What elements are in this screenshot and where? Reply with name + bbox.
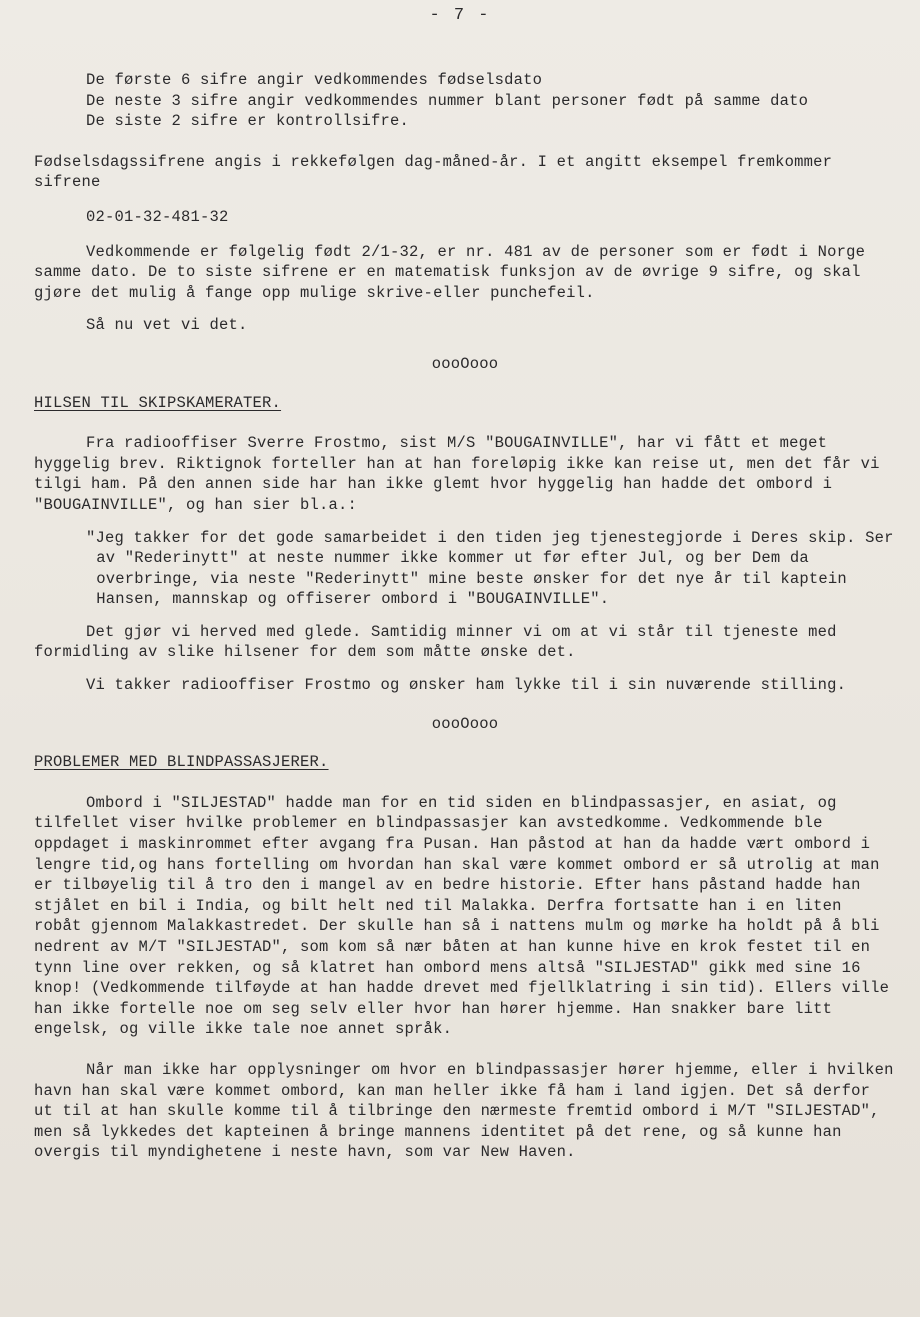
greetings-quote: "Jeg takker for det gode samarbeidet i den tiden jeg tjenestegjorde i Deres skip. Ser av "Rederinytt" at neste nummer ikke kommer ut før efter Jul, og ber Dem da overbringe, via neste "Rederinytt" mine beste ønsker for det nye år til kaptein Hansen, mannskap og offiserer ombord i "BOUGAINVILLE". bbox=[86, 528, 894, 609]
explanation-paragraph: Vedkommende er følgelig født 2/1-32, er nr. 481 av de personer som er født i Norge samme dato. De to siste sifrene er en matematisk funksjon av de øvrige 9 sifre, og skal gjøre det mulig å fange opp mulige skrive-eller punchefeil. bbox=[34, 242, 866, 302]
page-number: - 7 - bbox=[429, 6, 491, 25]
page-content bbox=[34, 70, 896, 1163]
greetings-paragraph-3: Vi takker radiooffiser Frostmo og ønsker ham lykke til i sin nuværende stilling. bbox=[86, 676, 847, 695]
greetings-paragraph-1: Fra radiooffiser Sverre Frostmo, sist M/S "BOUGAINVILLE", har vi fått et meget hyggelig brev. Riktignok forteller han at han foreløpig ikke kan reise ut, men det får vi tilgi ham. På den annen side har han ikke glemt hvor hyggelig han hadde det ombord i "BOUGAINVILLE", og han sier bl.a.: bbox=[34, 434, 880, 514]
intro-line: De neste 3 sifre angir vedkommendes nummer blant personer født på samme dato bbox=[86, 91, 809, 110]
greetings-paragraph-2: Det gjør vi herved med glede. Samtidig minner vi om at vi står til tjeneste med formidling av slike hilsener for dem som måtte ønske det. bbox=[34, 622, 837, 662]
section-separator: oooOooo bbox=[431, 354, 499, 373]
intro-line: De første 6 sifre angir vedkommendes fødselsdato bbox=[86, 71, 543, 89]
stowaways-paragraph-2: Når man ikke har opplysninger om hvor en blindpassasjer hører hjemme, eller i hvilken havn han skal være kommet ombord, kan man heller ikke få ham i land igjen. Det så derfor ut til at han skulle komme til å tilbringe den nærmeste fremtid ombord i M/T "SILJESTAD", men så lykkedes det kapteinen å bringe mannens identitet på det rene, og så kunne han overgis til myndighetene i neste havn, som var New Haven. bbox=[34, 1060, 894, 1162]
id-number-description bbox=[86, 70, 896, 132]
stowaways-paragraph-1: Ombord i "SILJESTAD" hadde man for en tid siden en blindpassasjer, en asiat, og tilfellet viser hvilke problemer en blindpassasjer kan avstedkomme. Vedkommende ble oppdaget i maskinrommet efter avgang fra Pusan. Han påstod at han da hadde vært ombord i lengre tid,og hans fortelling om hvordan han skal være kommet ombord er så utrolig at man er tilbøyelig til å tro den i mangel av en bedre historie. Efter hans påstand hadde han stjålet en bil i India, og bilt helt ned til Malakka. Derfra fortsatte han i en liten robåt gjennom Malakkastredet. Der skulle han så i nattens mulm og mørke ha holdt på å bli nedrent av M/T "SILJESTAD", som kom så nær båten at han kunne hive en krok festet til en tynn line over rekken, og så klatret han ombord mens altså "SILJESTAD" gikk med sine 16 knop! (Vedkommende tilføyde at han hadde drevet med fjellklatring i sin tid). Ellers ville han ikke fortelle noe om seg selv eller hvor han hører hjemme. Han snakker bare litt engelsk, og ville ikke tale noe annet språk. bbox=[34, 793, 890, 1039]
birthdate-paragraph: Fødselsdagssifrene angis i rekkefølgen dag-måned-år. I et angitt eksempel fremkommer sifrene bbox=[34, 152, 833, 192]
closing-line: Så nu vet vi det. bbox=[86, 316, 248, 335]
section-heading-greetings: HILSEN TIL SKIPSKAMERATER. bbox=[34, 393, 282, 412]
section-separator: oooOooo bbox=[431, 714, 499, 733]
example-number: 02-01-32-481-32 bbox=[86, 207, 229, 226]
intro-line: De siste 2 sifre er kontrollsifre. bbox=[86, 112, 410, 131]
section-heading-stowaways: PROBLEMER MED BLINDPASSASJERER. bbox=[34, 753, 329, 772]
